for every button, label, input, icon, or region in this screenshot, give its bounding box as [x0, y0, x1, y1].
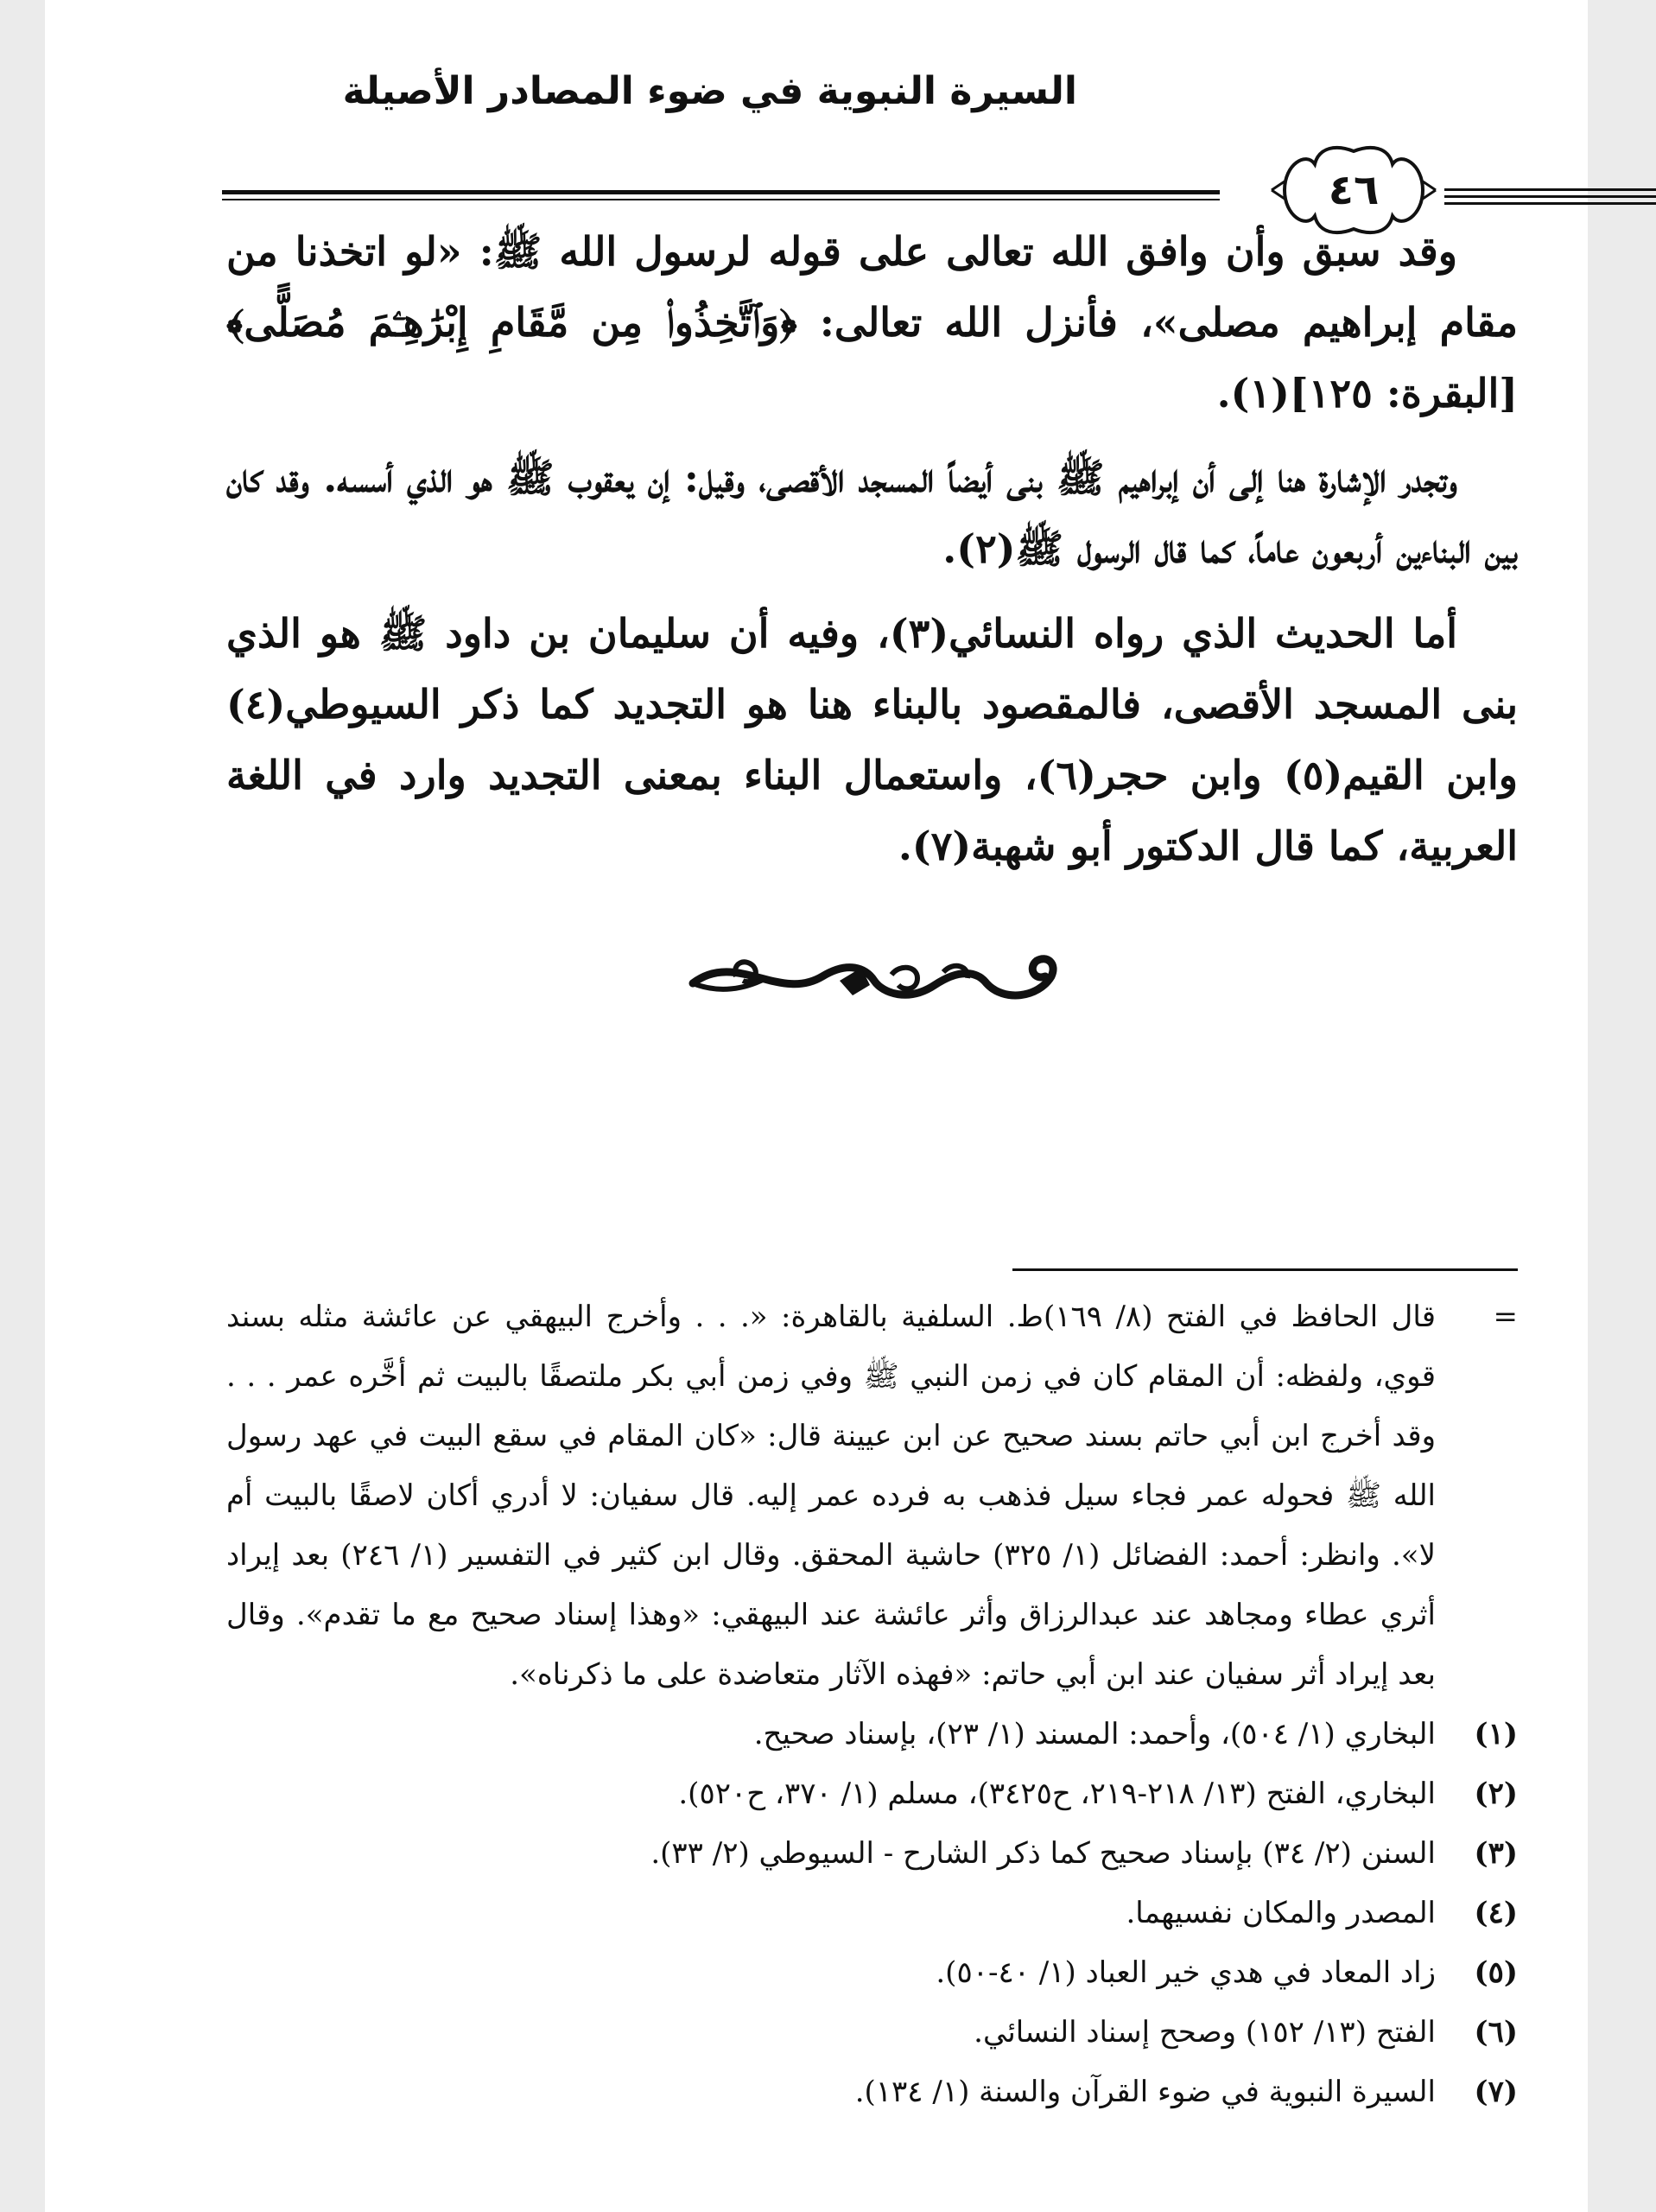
footnote-text: السيرة النبوية في ضوء القرآن والسنة (١/ ١٣٤). [854, 2075, 1436, 2109]
footnote-item [226, 1824, 1518, 1884]
footnote-text: المصدر والمكان نفسيهما. [1126, 1896, 1436, 1930]
footnote-item [226, 1705, 1518, 1764]
header-side-rules [1444, 188, 1656, 205]
continuation-text: قال الحافظ في الفتح (٨/ ١٦٩)ط. السلفية بالقاهرة: «. . . وأخرج البيهقي عن عائشة مثله بسند قوي، ولفظه: أن المقام كان في زمن النبي ﷺ وفي زمن أبي بكر ملتصقًا بالبيت ثم أخَّره عمر . . . وقد أخرج ابن أبي حاتم بسند صحيح عن ابن عيينة قال: «كان المقام في سقع البيت في عهد رسول الله ﷺ فحوله عمر فجاء سيل فذهب به فرده عمر إليه. قال سفيان: لا أدري أكان لاصقًا بالبيت أم لا». وانظر: أحمد: الفضائل (١/ ٣٢٥) حاشية المحقق. وقال ابن كثير في التفسير (١/ ٢٤٦) بعد إيراد أثري عطاء ومجاهد عند عبدالرزاق وأثر عائشة عند البيهقي: «وهذا إسناد صحيح مع ما تقدم». وقال بعد إيراد أثر سفيان عند ابن أبي حاتم: «فهذه الآثار متعاضدة على ما ذكرناه». [226, 1300, 1436, 1692]
footnote-item [226, 1764, 1518, 1824]
paragraph-1: وقد سبق وأن وافق الله تعالى على قوله لرسول الله ﷺ: «لو اتخذنا من مقام إبراهيم مصلى»، فأنزل الله تعالى: ﴿وَٱتَّخِذُوا۟ مِن مَّقَامِ إِبْرَٰهِـۧمَ مُصَلًّى﴾ [البقرة: ١٢٥](١). [226, 228, 1518, 416]
page-number: ٤٦ [1328, 166, 1380, 214]
footnote-number: (٣) [1474, 1836, 1518, 1871]
paragraph-3: أما الحديث الذي رواه النسائي(٣)، وفيه أن سليمان بن داود ﷺ هو الذي بنى المسجد الأقصى، فالمقصود بالبناء هنا هو التجديد كما ذكر السيوطي(٤) وابن القيم(٥) وابن حجر(٦)، واستعمال البناء بمعنى التجديد وارد في اللغة العربية، كما قال الدكتور أبو شهبة(٧). [226, 610, 1519, 869]
running-title: السيرة النبوية في ضوء المصادر الأصيلة [342, 69, 1077, 113]
header-rule-thin [222, 199, 1220, 200]
book-page [45, 0, 1588, 2212]
footnote-separator [1012, 1268, 1518, 1271]
footnote-item [226, 2063, 1518, 2122]
footnote-number: (٢) [1474, 1777, 1518, 1811]
footnote-item [226, 1943, 1518, 2003]
footnote-number: (٥) [1474, 1955, 1518, 1990]
header-rule-thick [222, 190, 1220, 194]
page-header [222, 60, 1522, 214]
footnote-text: السنن (٢/ ٣٤) بإسناد صحيح كما ذكر الشارح - السيوطي (٢/ ٣٣). [650, 1836, 1436, 1871]
section-divider-ornament [684, 942, 1064, 1020]
footnote-number: (١) [1474, 1717, 1518, 1751]
footnote-number: (٤) [1474, 1896, 1518, 1930]
footnote-continuation [226, 1287, 1518, 1705]
footnote-number: (٧) [1474, 2075, 1518, 2109]
footnotes [226, 1287, 1518, 2122]
footnote-item [226, 1884, 1518, 1943]
footnote-text: زاد المعاد في هدي خير العباد (١/ ٤٠-٥٠). [936, 1955, 1436, 1990]
paragraph-2: وتجدر الإشارة هنا إلى أن إبراهيم ﷺ بنى أيضاً المسجد الأقصى، وقيل: إن يعقوب ﷺ هو الذي أسسه. وقد كان بين البناءين أربعون عاماً، كما قال الرسول ﷺ(٢). [226, 454, 1518, 572]
footnote-text: البخاري، الفتح (١٣/ ٢١٨-٢١٩، ح٣٤٢٥)، مسلم (١/ ٣٧٠، ح٥٢٠). [678, 1777, 1436, 1811]
footnote-number: (٦) [1474, 2015, 1518, 2050]
footnote-text: الفتح (١٣/ ١٥٢) وصحح إسناد النسائي. [974, 2015, 1436, 2050]
continuation-marker: = [1493, 1300, 1518, 1334]
footnote-text: البخاري (١/ ٥٠٤)، وأحمد: المسند (١/ ٢٣)، بإسناد صحيح. [753, 1717, 1436, 1751]
main-text [226, 216, 1518, 895]
footnote-item [226, 2003, 1518, 2063]
